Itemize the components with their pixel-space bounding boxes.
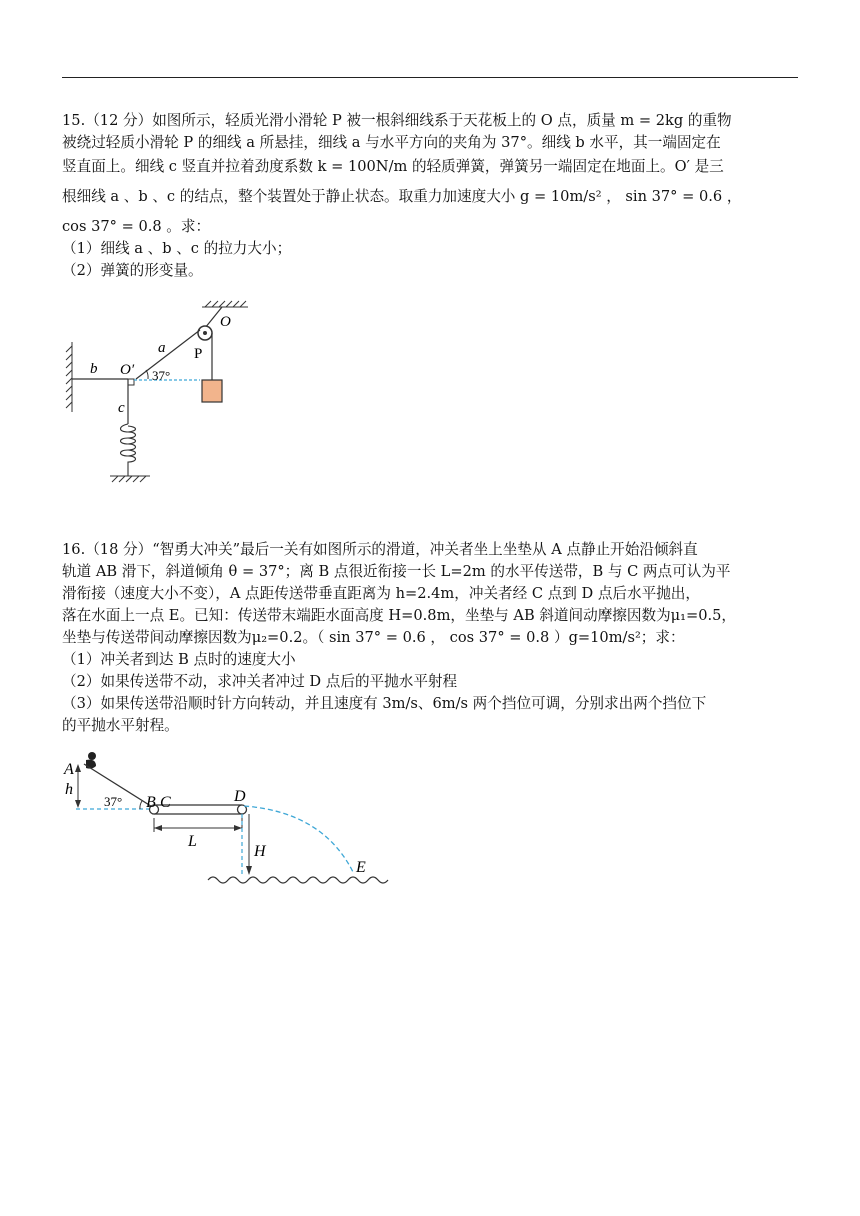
q15-line-6: （1）细线 a 、b 、c 的拉力大小； (62, 240, 292, 257)
label-e-point: E (356, 859, 366, 876)
header-rule (62, 77, 798, 78)
water-surface (208, 877, 388, 883)
angle-arc (146, 370, 148, 379)
label-l: L (188, 833, 197, 850)
label-h: h (65, 781, 73, 798)
label-c: c (118, 400, 125, 416)
label-o-prime: O′ (120, 362, 135, 378)
question-16 (62, 539, 800, 737)
q16-line-4: 落在水面上一点 E。已知：传送带末端距水面高度 H=0.8m，坐垫与 AB 斜道间动摩擦因数为μ₁=0.5， (62, 607, 737, 624)
knot-o-prime (128, 379, 134, 385)
q15-figure (62, 300, 262, 485)
q16-line-2: 轨道 AB 滑下，斜道倾角 θ = 37°；离 B 点很近衔接一长 L=2m 的水平传送带，B 与 C 两点可认为平 (62, 563, 731, 580)
label-a: a (158, 340, 166, 356)
q16-line-5: 坐垫与传送带间动摩擦因数为μ₂=0.2。（ sin 37° = 0.6 ， cos 37° = 0.8 ）g=10m/s²；求： (62, 629, 685, 646)
q16-figure (62, 750, 402, 890)
ceiling-hatch (202, 301, 248, 307)
label-o: O (220, 314, 231, 330)
q16-line-7: （2）如果传送带不动，求冲关者冲过 D 点后的平抛水平射程 (62, 673, 458, 690)
q16-line-9: 的平抛水平射程。 (62, 717, 179, 734)
label-d-point: D (234, 788, 246, 805)
label-angle-37: 37° (104, 794, 123, 809)
q16-line-8: （3）如果传送带沿顺时针方向转动，并且速度有 3m/s、6m/s 两个挡位可调，分别求出两个挡位下 (62, 695, 707, 712)
ground-hatch (110, 476, 150, 482)
label-c-point: C (160, 794, 171, 811)
q15-line-1: 15.（12 分）如图所示，轻质光滑小滑轮 P 被一根斜细线系于天花板上的 O 点，质量 m = 2kg 的重物 (62, 112, 732, 129)
label-b: b (90, 361, 98, 377)
q15-line-3: 竖直面上。细线 c 竖直并拉着劲度系数 k = 100N/m 的轻质弹簧，弹簧另一端固定在地面上。O′ 是三 (62, 158, 724, 175)
angle-arc-37 (140, 801, 142, 809)
wall-hatch (66, 342, 72, 412)
q16-line-1: 16.（18 分）“智勇大冲关”最后一关有如图所示的滑道，冲关者坐上坐垫从 A 点静止开始沿倾斜直 (62, 541, 698, 558)
q16-line-3: 滑衔接（速度大小不变），A 点距传送带垂直距离为 h=2.4m，冲关者经 C 点到 D 点后水平抛出， (62, 585, 700, 602)
label-p: P (194, 346, 203, 362)
q15-line-7: （2）弹簧的形变量。 (62, 262, 203, 279)
q15-line-5: cos 37° = 0.8 。求： (62, 218, 211, 235)
q15-line-2: 被绕过轻质小滑轮 P 的细线 a 所悬挂，细线 a 与水平方向的夹角为 37°。细线 b 水平，其一端固定在 (62, 134, 721, 151)
label-angle: 37° (152, 368, 171, 383)
label-h-big: H (254, 843, 266, 860)
q16-line-6: （1）冲关者到达 B 点时的速度大小 (62, 651, 296, 668)
question-15 (62, 110, 800, 282)
trajectory-curve (244, 806, 354, 874)
q15-line-4: 根细线 a 、b 、c 的结点，整个装置处于静止状态。取重力加速度大小 g = 10m/s² ， sin 37° = 0.6 ， (62, 188, 742, 205)
label-a-point: A (64, 761, 74, 778)
weight-block (202, 380, 222, 402)
label-b-point: B (146, 794, 156, 811)
